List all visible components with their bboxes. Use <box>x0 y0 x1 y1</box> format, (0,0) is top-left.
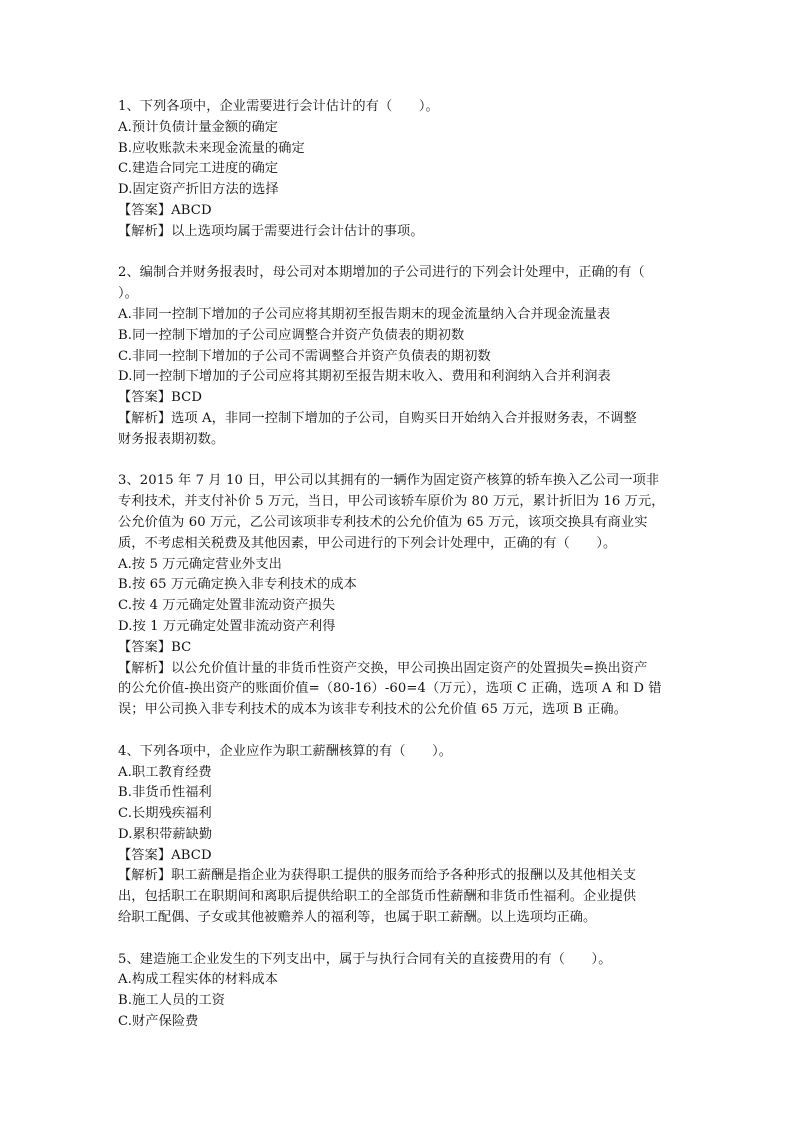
question-1 <box>118 97 678 243</box>
question-stem: 5、建造施工企业发生的下列支出中，属于与执行合同有关的直接费用的有（ ）。 <box>118 951 612 967</box>
question-list <box>118 97 678 1033</box>
question-3 <box>118 471 678 721</box>
analysis-line: 的公允价值-换出资产的账面价值=（80-16）-60=4（万元），选项 C 正确，选项 A 和 D 错 <box>118 681 662 697</box>
analysis-line: 误；甲公司换入非专利技术的成本为该非专利技术的公允价值 65 万元，选项 B 正确。 <box>118 702 627 718</box>
option-a: A.预计负债计量金额的确定 <box>118 119 279 135</box>
option-d: D.同一控制下增加的子公司应将其期初至报告期末收入、费用和利润纳入合并利润表 <box>118 369 611 385</box>
option-b: B.应收账款未来现金流量的确定 <box>118 140 305 156</box>
analysis-line: 【解析】职工薪酬是指企业为获得职工提供的服务而给予各种形式的报酬以及其他相关支 <box>118 868 637 884</box>
analysis-line: 【解析】以上选项均属于需要进行会计估计的事项。 <box>118 223 424 239</box>
question-stem: 4、下列各项中，企业应作为职工薪酬核算的有（ ）。 <box>118 743 453 759</box>
question-4 <box>118 742 678 929</box>
question-stem: ）。 <box>118 286 138 302</box>
option-a: A.非同一控制下增加的子公司应将其期初至报告期末的现金流量纳入合并现金流量表 <box>118 306 611 322</box>
option-c: C.建造合同完工进度的确定 <box>118 161 279 177</box>
question-stem: 1、下列各项中，企业需要进行会计估计的有（ ）。 <box>118 99 439 114</box>
spacer <box>118 929 678 950</box>
question-stem: 3、2015 年 7 月 10 日，甲公司以其拥有的一辆作为固定资产核算的轿车换入乙公司一项非 <box>118 473 660 489</box>
question-stem: 专利技术，并支付补价 5 万元，当日，甲公司该轿车原价为 80 万元，累计折旧为 16 万元， <box>118 494 665 510</box>
analysis-line: 出，包括职工在职期间和离职后提供给职工的全部货币性薪酬和非货币性福利。企业提供 <box>118 889 637 905</box>
analysis-line: 【解析】选项 A，非同一控制下增加的子公司，自购买日开始纳入合并报财务表，不调整 <box>118 410 637 426</box>
option-b: B.按 65 万元确定换入非专利技术的成本 <box>118 577 357 593</box>
option-d: D.固定资产折旧方法的选择 <box>118 182 279 198</box>
analysis-line: 财务报表期初数。 <box>118 431 225 447</box>
option-c: C.长期残疾福利 <box>118 806 212 822</box>
option-a: A.按 5 万元确定营业外支出 <box>118 556 282 572</box>
question-2 <box>118 263 678 450</box>
answer-line: 【答案】ABCD <box>118 847 212 863</box>
option-b: B.施工人员的工资 <box>118 993 226 1009</box>
spacer <box>118 451 678 472</box>
analysis-line: 给职工配偶、子女或其他被赡养人的福利等，也属于职工薪酬。以上选项均正确。 <box>118 910 597 926</box>
option-d: D.累积带薪缺勤 <box>118 826 213 842</box>
answer-line: 【答案】ABCD <box>118 202 212 218</box>
option-c: C.财产保险费 <box>118 1014 199 1030</box>
question-5 <box>118 950 678 1033</box>
answer-line: 【答案】BCD <box>118 390 203 406</box>
option-c: C.非同一控制下增加的子公司不需调整合并资产负债表的期初数 <box>118 348 491 364</box>
analysis-line: 【解析】以公允价值计量的非货币性资产交换，甲公司换出固定资产的处置损失=换出资产 <box>118 660 648 676</box>
option-a: A.构成工程实体的材料成本 <box>118 972 279 988</box>
spacer <box>118 243 678 264</box>
question-stem: 公允价值为 60 万元，乙公司该项非专利技术的公允价值为 65 万元，该项交换具有商业实 <box>118 514 648 530</box>
option-a: A.职工教育经费 <box>118 764 212 780</box>
option-b: B.同一控制下增加的子公司应调整合并资产负债表的期初数 <box>118 327 465 343</box>
option-d: D.按 1 万元确定处置非流动资产利得 <box>118 618 336 634</box>
question-stem: 2、编制合并财务报表时，母公司对本期增加的子公司进行的下列会计处理中，正确的有（ <box>118 265 645 281</box>
option-b: B.非货币性福利 <box>118 785 212 801</box>
option-c: C.按 4 万元确定处置非流动资产损失 <box>118 598 336 614</box>
answer-line: 【答案】BC <box>118 639 192 655</box>
question-stem: 质，不考虑相关税费及其他因素，甲公司进行的下列会计处理中，正确的有（ ）。 <box>118 535 617 551</box>
spacer <box>118 721 678 742</box>
